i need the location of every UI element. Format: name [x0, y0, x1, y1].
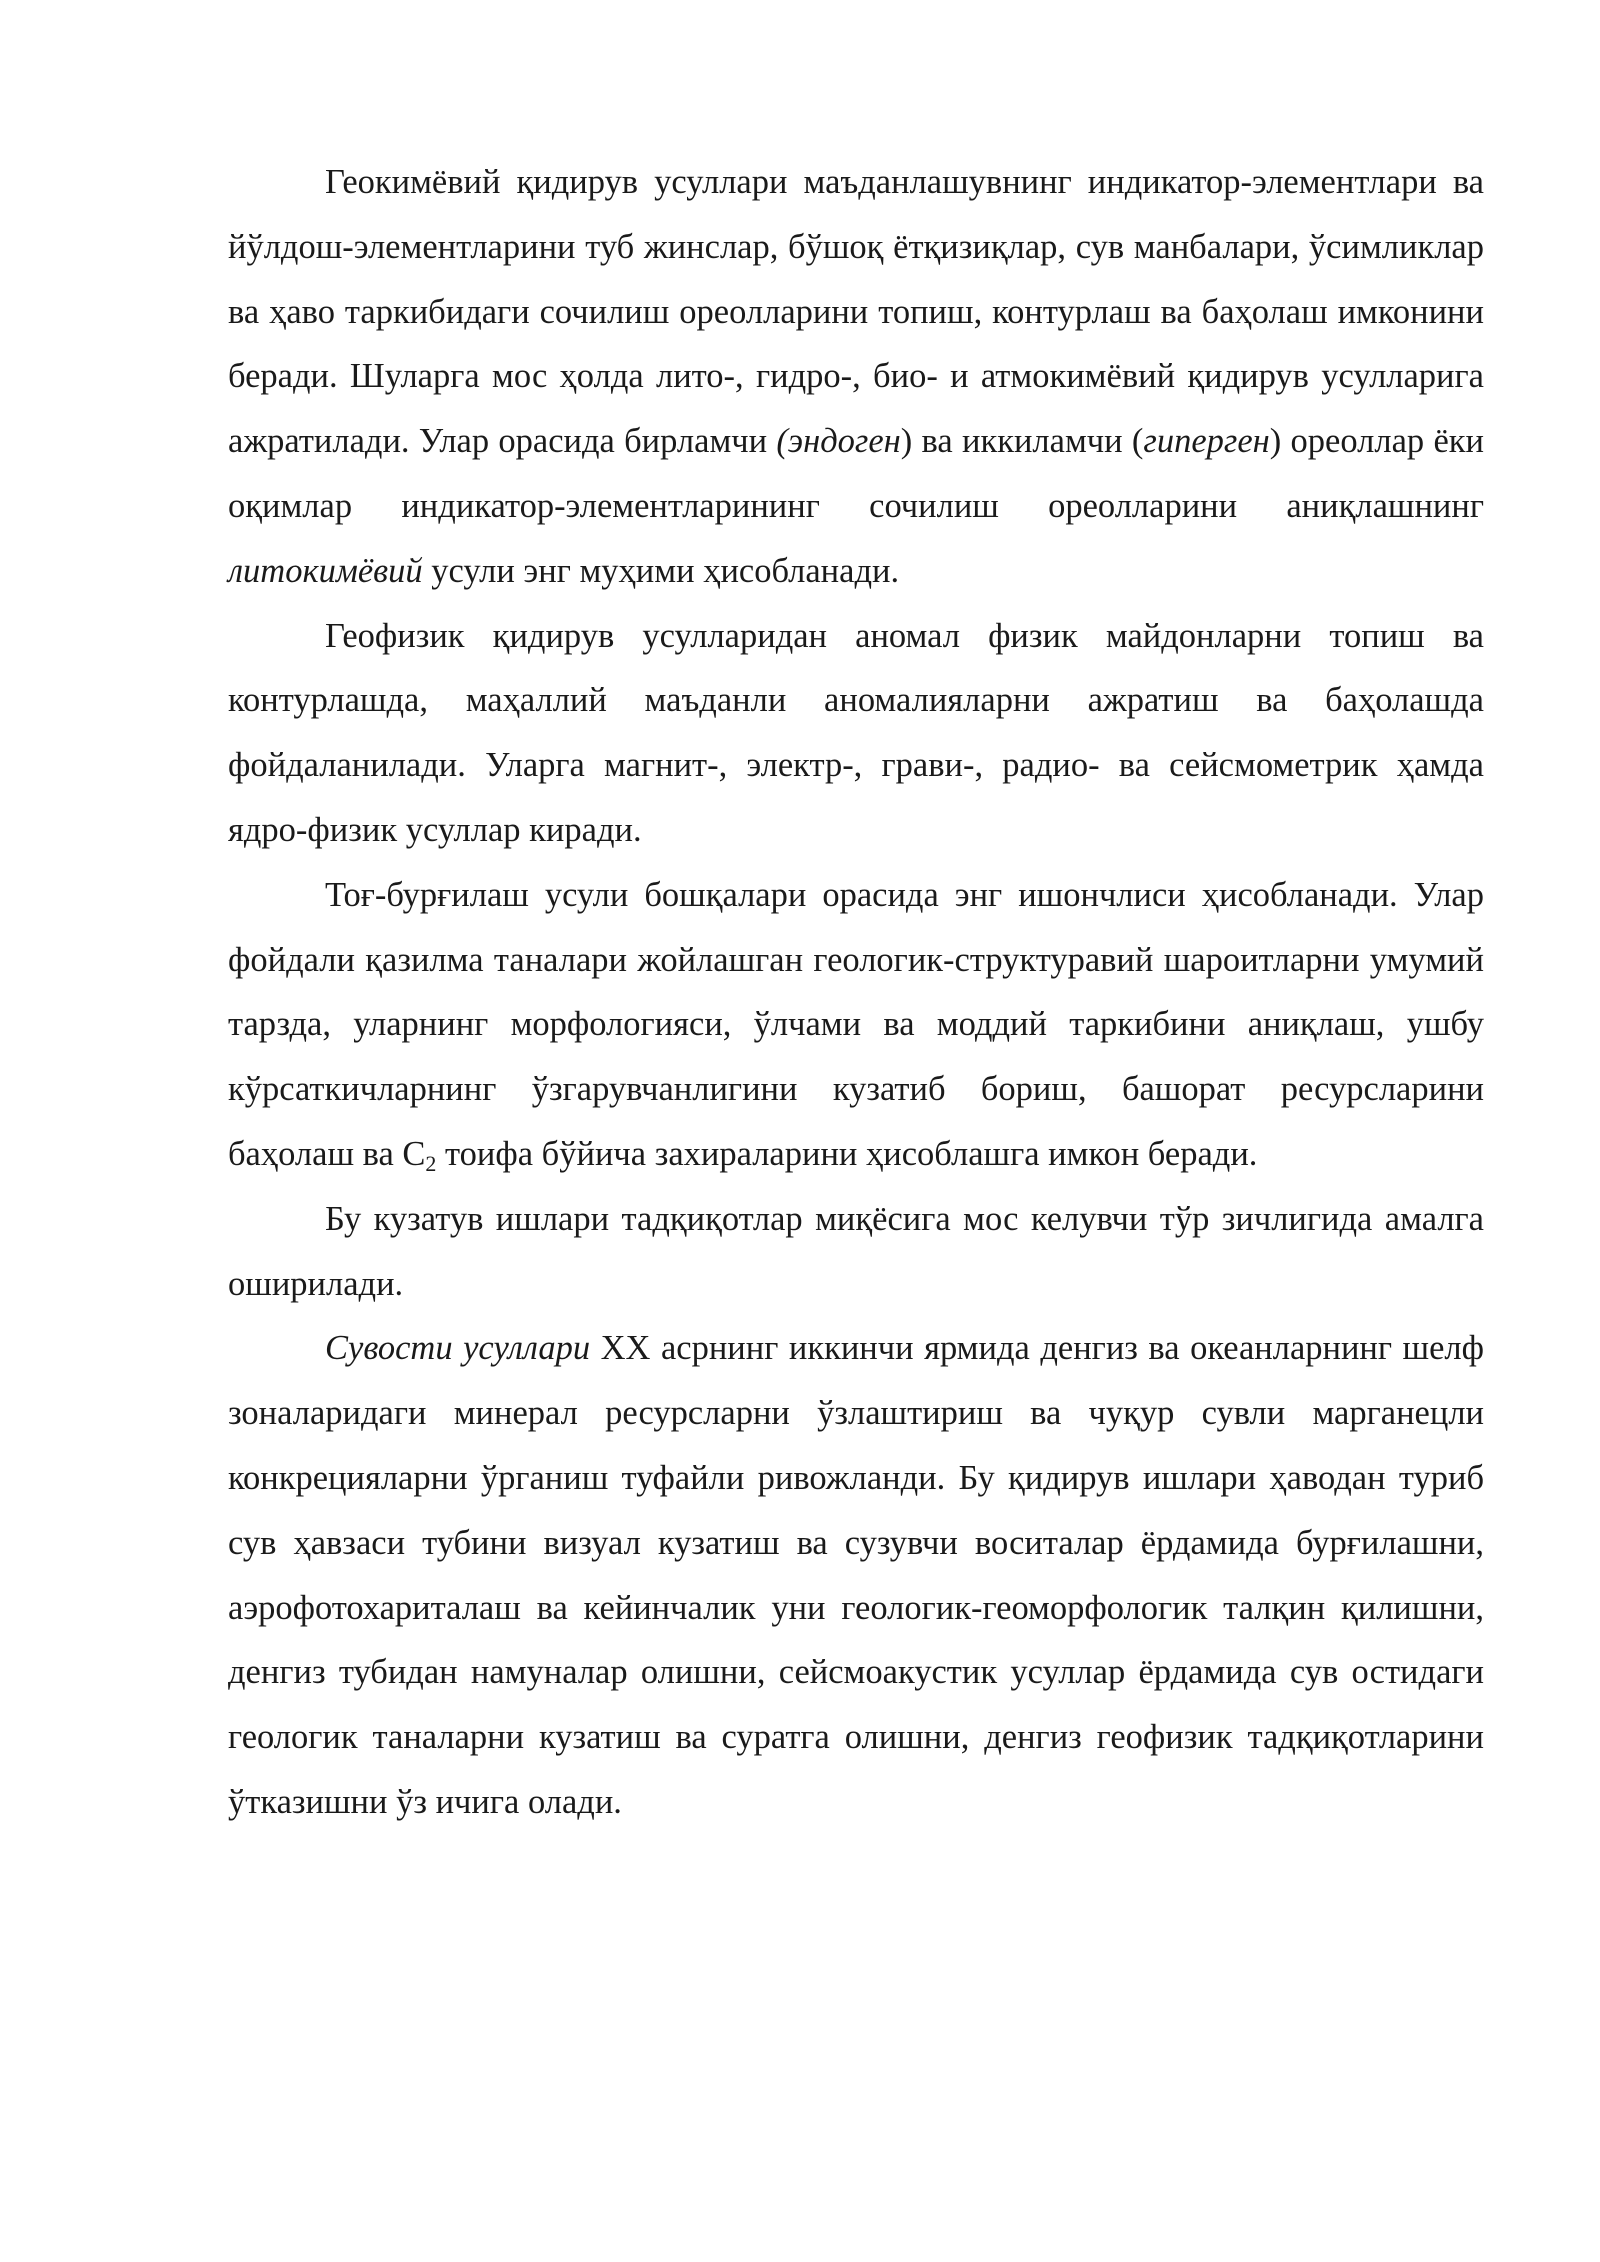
italic-term-hypergen: гиперген — [1143, 422, 1270, 461]
text-run: ) ва иккиламчи ( — [900, 422, 1144, 461]
text-run: ) ореоллар ёки оқимлар индикатор-элементларининг сочилиш ореолларини аниқлашнинг — [228, 422, 1484, 525]
paragraph-underwater-methods — [228, 1316, 1484, 1834]
paragraph-geochemical-methods — [228, 150, 1484, 604]
text-run: Бу кузатув ишлари тадқиқотлар миқёсига мос келувчи тўр зичлигида амалга оширилади. — [228, 1199, 1484, 1303]
text-run: Геокимёвий қидирув усуллари маъданлашувнинг индикатор-элементлари ва йўлдош-элементларини туб жинслар, бўшоқ ётқизиқлар, сув манбалари, ўсимликлар ва ҳаво таркибидаги сочилиш ореолларини топиш, контурлаш ва баҳолаш имконини беради. Шуларга мос ҳолда лито-, гидро-, био- и атмокимёвий қидирув усулларига ажратилади. Улар орасида бирламчи — [228, 163, 1484, 461]
text-run: XX асрнинг иккинчи ярмида денгиз ва океанларнинг шелф зоналаридаги минерал ресурсларни ўзлаштириш ва чуқур сувли марганецли конкрецияларни ўрганиш туфайли ривожланди. Бу қидирув ишлари ҳаводан туриб сув ҳавзаси тубини визуал кузатиш ва сузувчи воситалар ёрдамида бурғилашни, аэрофотохариталаш ва кейинчалик уни геологик-геоморфологик талқин қилишни, денгиз тубидан намуналар олишни, сейсмоакустик усуллар ёрдамида сув остидаги геологик таналарни кузатиш ва суратга олишни, денгиз геофизик тадқиқотларини ўтказишни ўз ичига олади. — [228, 1329, 1484, 1821]
paragraph-mining-drilling-method — [228, 863, 1484, 1187]
italic-term-underwater-methods: Сувости усуллари — [325, 1329, 591, 1368]
italic-term-lithochemical: литокимёвий — [228, 551, 423, 590]
text-run: усули энг муҳими ҳисобланади. — [422, 551, 900, 590]
text-run: Геофизик қидирув усулларидан аномал физик майдонларни топиш ва контурлашда, маҳаллий маъданли аномалияларни ажратиш ва баҳолашда фойдаланилади. Уларга магнит-, электр-, грави-, радио- ва сейсмометрик ҳамда ядро-физик усуллар киради. — [228, 616, 1484, 849]
text-run: тоифа бўйича захираларини ҳисоблашга имкон беради. — [436, 1134, 1258, 1173]
text-run: Тоғ-бурғилаш усули бошқалари орасида энг ишончлиси ҳисобланади. Улар фойдали қазилма таналари жойлашган геологик-структуравий шароитларни умумий тарзда, уларнинг морфологияси, ўлчами ва моддий таркибини аниқлаш, ушбу кўрсаткичларнинг ўзгарувчанлигини кузатиб бориш, башорат ресурсларини баҳолаш ва С — [228, 875, 1484, 1173]
subscript: 2 — [425, 1150, 437, 1176]
paragraph-geophysical-methods — [228, 604, 1484, 863]
italic-term-endogen: (эндоген — [776, 422, 901, 461]
paragraph-observation-network — [228, 1187, 1484, 1317]
document-page — [228, 150, 1484, 1835]
